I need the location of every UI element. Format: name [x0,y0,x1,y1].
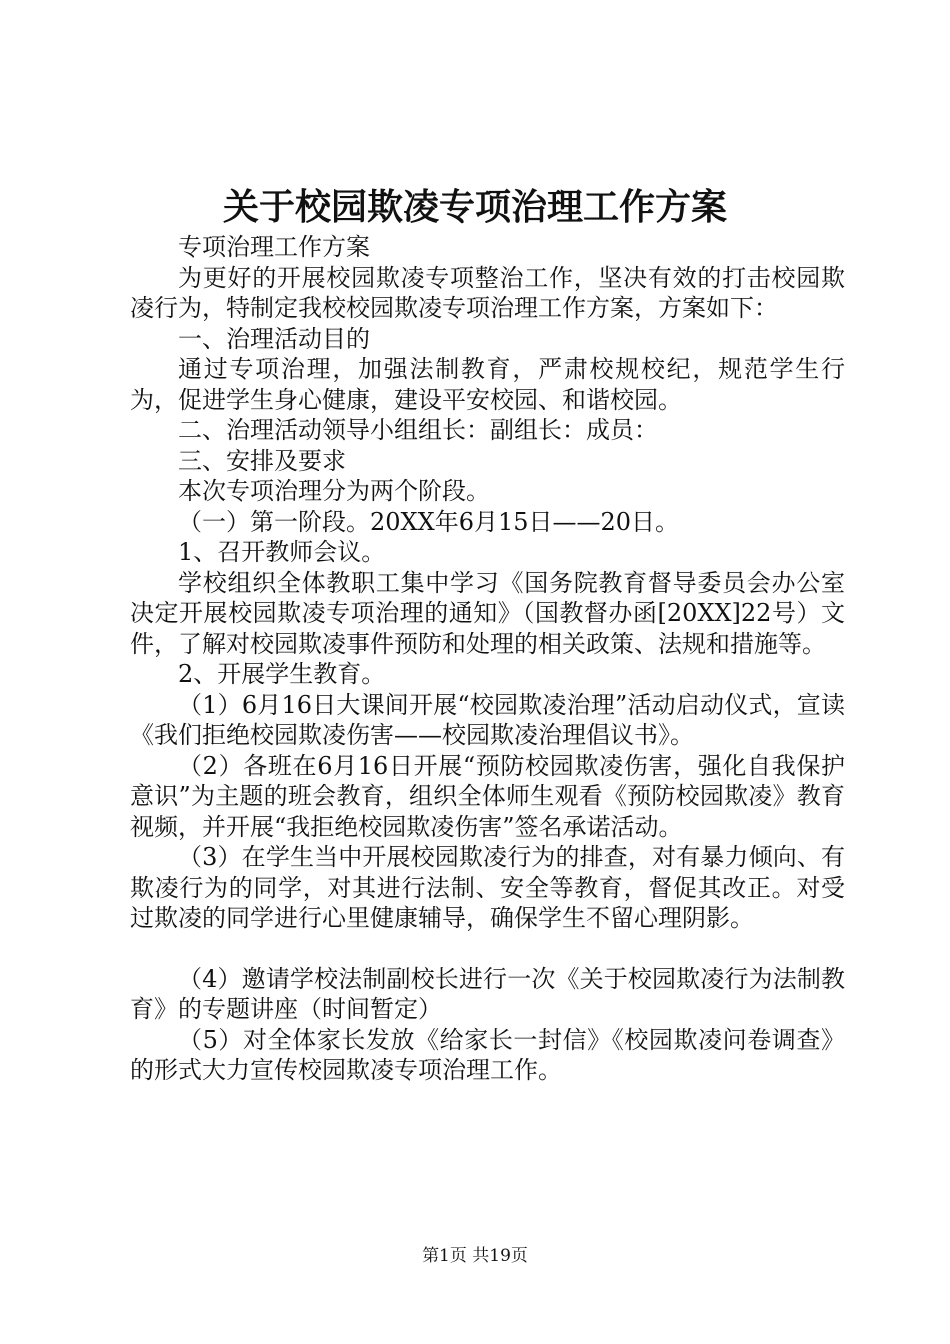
paragraph-subtitle: 专项治理工作方案 [178,233,370,261]
document-title: 关于校园欺凌专项治理工作方案 [222,186,727,228]
heading-section-3: 三、安排及要求 [178,446,346,475]
paragraph-section-1: 通过专项治理，加强法制教育，严肃校规校纪，规范学生行为，促进学生身心健康，建设平安校园、和谐校园。 [130,355,845,414]
heading-item-2: 2、开展学生教育。 [178,660,386,688]
paragraph-item-2-3: （3）在学生当中开展校园欺凌行为的排查，对有暴力倾向、有欺凌行为的同学，对其进行法制、安全等教育，督促其改正。对受过欺凌的同学进行心里健康辅导，确保学生不留心理阴影。 [130,843,845,932]
paragraph-item-2-5: （5）对全体家长发放《给家长一封信》《校园欺凌问卷调查》的形式大力宣传校园欺凌专项治理工作。 [130,1025,845,1084]
paragraph-item-2-4: （4）邀请学校法制副校长进行一次《关于校园欺凌行为法制教育》的专题讲座（时间暂定） [130,964,845,1023]
heading-section-1: 一、治理活动目的 [178,324,370,353]
document-body [130,232,845,1086]
paragraph-intro: 为更好的开展校园欺凌专项整治工作，坚决有效的打击校园欺凌行为，特制定我校校园欺凌专项治理工作方案，方案如下： [130,263,845,322]
heading-section-2: 二、治理活动领导小组组长：副组长：成员： [178,416,658,444]
paragraph-item-1: 学校组织全体教职工集中学习《国务院教育督导委员会办公室决定开展校园欺凌专项治理的通知》（国教督办函[20XX]22号）文件，了解对校园欺凌事件预防和处理的相关政策、法规和措施等。 [130,568,845,658]
page-footer: 第1页 共19页 [422,1246,528,1266]
heading-stage-1: （一）第一阶段。20XX年6月15日——20日。 [178,507,680,536]
heading-item-1: 1、召开教师会议。 [178,538,386,566]
paragraph-stages: 本次专项治理分为两个阶段。 [178,477,490,505]
paragraph-item-2-1: （1）6月16日大课间开展“校园欺凌治理”活动启动仪式，宣读《我们拒绝校园欺凌伤害——校园欺凌治理倡议书》。 [130,690,845,749]
paragraph-item-2-2: （2）各班在6月16日开展“预防校园欺凌伤害，强化自我保护意识”为主题的班会教育，组织全体师生观看《预防校园欺凌》教育视频，并开展“我拒绝校园欺凌伤害”签名承诺活动。 [130,751,845,841]
